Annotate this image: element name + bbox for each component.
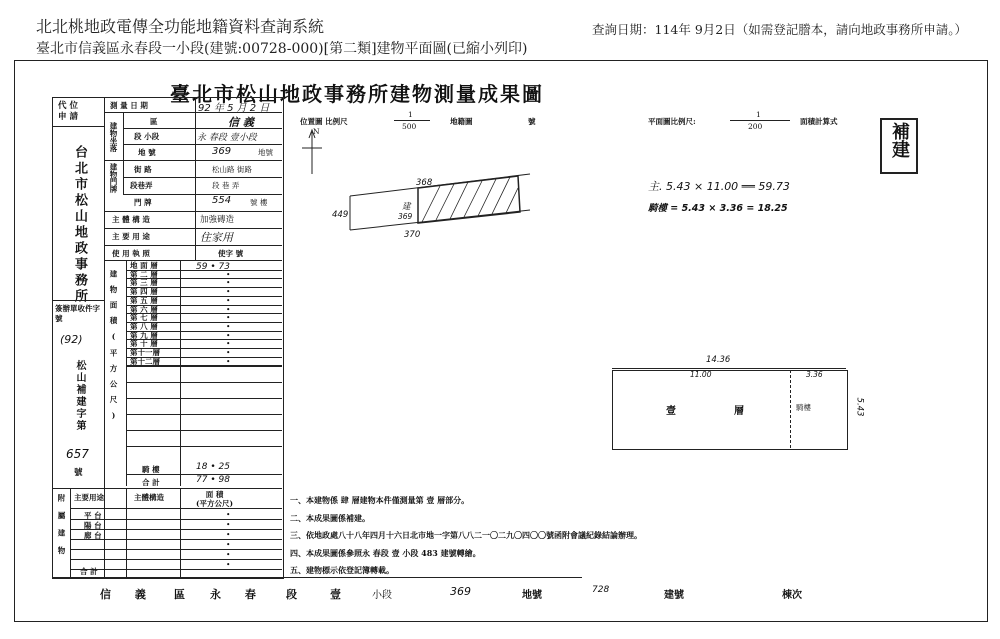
lot-left-number: 449 [332,210,349,220]
floor-label: 第 四 層 [130,287,158,297]
total-area: 77 • 98 [196,475,230,485]
floor-area-dot: • [226,278,231,288]
building-mark: 建 [402,202,411,212]
receipt-number: 657 [66,447,89,461]
floor-label: 第十二層 [130,356,160,366]
lot-top-number: 368 [416,178,433,188]
supplement-stamp [880,118,918,174]
use-value: 住家用 [200,231,233,244]
area-vertical: 建物面積(平方公尺) [109,270,118,428]
query-date: 查詢日期：114年 9月2日（如需登記謄本，請向地政事務所申請。） [592,22,967,37]
arcade-divider [790,370,791,448]
footer-lot-label: 地號 [522,590,542,601]
arcade-width: 3.36 [806,370,823,379]
floor-area-dot: • [226,330,231,340]
footer-district-label: 區 [174,588,185,601]
main-title: 臺北市松山地政事務所建物測量成果圖 [170,82,544,106]
floor-area-dot: • [226,304,231,314]
survey-date-value: 92 年 5 月 2 日 [198,103,270,114]
supplement-stamp-text: 補建 [889,122,910,158]
footer-section: 永 春 [210,588,266,601]
license-value: 使字 號 [218,249,244,258]
total-width-line [612,368,846,369]
annex-total: 合 計 [80,567,98,576]
receipt-suffix: 號 [74,468,83,478]
total-width: 14.36 [706,355,731,365]
floor-area-dot: • [226,339,231,349]
floor-label: 第 三 層 [130,278,158,288]
floor-area-dot: • [226,321,231,331]
street-value: 松山路 街路 [212,165,252,174]
note-line: 二、本成果圖係補建。 [290,512,370,523]
door-value: 554 [212,195,232,206]
annex-use-header: 主要用途 [74,493,104,502]
lot-label: 地 號 [138,148,156,157]
note-line: 五、建物標示依登記簿轉載。 [290,565,394,575]
section-label: 段 小段 [134,132,160,141]
annex-area-dot: • [226,510,231,519]
structure-value: 加強磚造 [200,215,235,225]
district-value: 信 義 [228,116,254,129]
floor-scale-den: 200 [748,122,763,131]
district-label: 區 [150,117,158,126]
license-label: 使 用 執 照 [112,249,150,258]
footer-building-label: 建號 [664,590,684,601]
survey-date-label: 測 量 日 期 [110,101,148,110]
building-hatch [422,177,518,222]
calc-main: 主. 5.43 × 11.00 ══ 59.73 [648,180,790,193]
north-label: N [313,127,320,136]
footer-section-label: 段 [286,588,297,601]
annex-item: 廊 台 [84,531,102,540]
floor-area-dot: • [226,269,231,279]
annex-item: 平 台 [84,511,102,520]
arcade-room-label: 騎樓 [796,403,811,412]
floor-scale-num: 1 [756,110,761,119]
floor-label: 第 九 層 [130,330,158,340]
annex-area-dot: • [226,530,231,539]
system-title: 北北桃地政電傳全功能地籍資料查詢系統 [36,17,325,36]
floor-area-dot: • [226,348,231,357]
annex-vertical: 附屬建物 [57,494,66,564]
floor-label: 第 二 層 [130,269,158,279]
agent-label: 代 位 申 請 [58,101,78,122]
annex-area-dot: • [226,520,231,529]
address-label: 建物門牌 [109,163,118,193]
location-label: 建物坐落 [109,122,118,152]
floor-label: 第 六 層 [130,304,158,314]
site-scale-num: 1 [408,110,413,119]
site-plan-label: 位置圖 比例尺 [300,117,348,126]
floor-area-dot: • [226,356,231,366]
room-label-floor: 層 [734,406,744,417]
door-suffix: 號 樓 [250,198,268,207]
annex-area-dot: • [226,550,231,559]
room-label-first: 壹 [666,406,676,417]
plan-depth: 5.43 [854,397,865,417]
receipt-vertical: 松山補建字第 [74,360,85,432]
floor-label: 第 五 層 [130,295,158,305]
receipt-label: 簽辦單收件字號 [55,304,100,323]
floor-label: 第 七 層 [130,313,158,323]
footer-subsection: 壹 [330,588,341,601]
notes-list [290,492,642,580]
receipt-year: (92) [60,333,83,346]
site-scale-den: 500 [402,122,417,131]
document-subtitle: 臺北市信義區永春段一小段(建號:00728-000)[第二類]建物平面圖(已縮小列印) [36,41,528,57]
floor-area-dot: • [226,287,231,297]
annex-structure-header: 主體構造 [134,493,164,502]
note-line: 三、依地政處八十八年四月十六日北市地一字第八八二一〇二九〇四〇〇號函附會議紀錄結論辦理。 [290,530,642,540]
lane-label: 段巷弄 [130,181,153,190]
map-label: 地籍圖 [450,117,473,126]
building-lot-number: 369 [398,212,413,221]
footer-district: 信 義 [100,588,156,601]
use-label: 主 要 用 途 [112,232,150,241]
floor-label: 第 八 層 [130,321,158,331]
door-label: 門 牌 [134,198,152,207]
footer-lot: 369 [450,585,471,598]
section-value: 永 春段 壹小段 [197,133,257,143]
lot-value: 369 [212,146,232,157]
annex-item: 陽 台 [84,521,102,530]
main-width: 11.00 [690,370,712,379]
note-line: 四、本成果圖係參照永 春段 壹 小段 483 建號轉繪。 [290,547,481,558]
office-vertical: 台北市松山地政事務所 [72,145,87,305]
footer-order-label: 棟次 [782,590,802,601]
calc-label: 面積計算式 [800,117,838,126]
footer-building-number: 728 [592,585,610,595]
annex-area-dot: • [226,560,231,569]
floor-plan-outline [612,370,848,450]
street-label: 街 路 [134,165,152,174]
structure-label: 主 體 構 造 [112,215,150,224]
lot-suffix: 地號 [258,148,273,157]
calc-arcade: 騎樓 = 5.43 × 3.36 = 18.25 [648,203,788,214]
floor-area-dot: • [226,313,231,323]
footer-subsection-label: 小段 [372,590,392,601]
floor-plan-label: 平面圖比例尺: [648,117,696,126]
ground-floor-area: 59 • 73 [196,262,230,272]
annex-area-header: 面 積 (平方公尺) [196,490,234,508]
floor-label: 地 面 層 [130,261,158,270]
arcade-label: 騎 樓 [142,465,160,474]
lane-value: 段 巷 弄 [212,181,240,190]
floor-label: 第十一層 [130,348,160,357]
floor-area-dot: • [226,295,231,305]
arcade-area: 18 • 25 [196,462,230,472]
annex-area-dot: • [226,540,231,549]
lot-bottom-number: 370 [404,230,421,240]
map-suffix: 號 [528,117,536,126]
total-label: 合 計 [142,478,160,487]
floor-label: 第 十 層 [130,339,158,349]
note-line: 一、本建物係 肆 層建物本件僅測量第 壹 層部分。 [290,495,470,505]
